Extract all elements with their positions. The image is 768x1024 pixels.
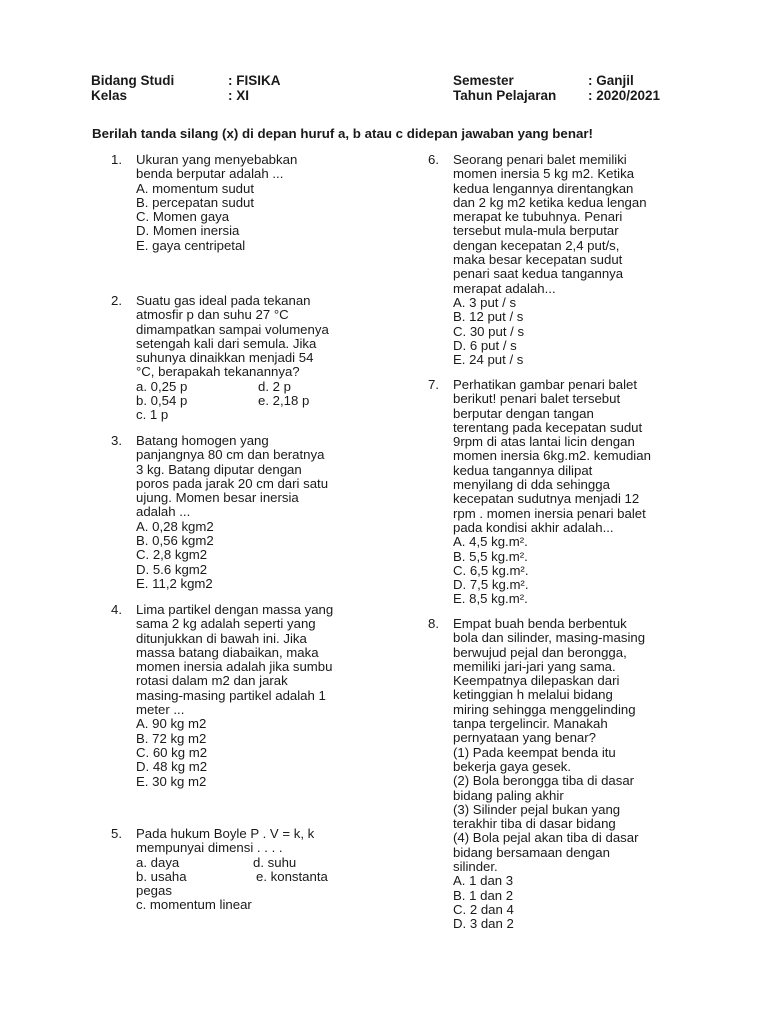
question-text-line: Empat buah benda berbentuk	[453, 616, 627, 631]
question-text-line: Batang homogen yang	[136, 433, 269, 448]
option-e: E. 8,5 kg.m².	[453, 591, 528, 607]
question-text-line: dengan kecepatan 2,4 put/s,	[453, 237, 620, 253]
option-c: C. 2,8 kgm2	[136, 547, 208, 563]
question-text-line: poros pada jarak 20 cm dari satu	[136, 475, 329, 491]
question-text-line: tanpa tergelincir. Manakah	[453, 716, 608, 732]
question-text-line: suhunya dinaikkan menjadi 54	[136, 350, 314, 366]
question-text-line: Pada hukum Boyle P . V = k, k	[136, 826, 315, 841]
option-b: b. usaha	[136, 868, 187, 884]
question-text-line: setengah kali dari semula. Jika	[136, 335, 317, 351]
question-text-line: Suatu gas ideal pada tekanan	[136, 293, 311, 308]
statement-line: bidang paling akhir	[453, 787, 564, 803]
question-number: 1.	[111, 152, 122, 167]
option-e: E. 24 put / s	[453, 352, 524, 368]
statement-line: (4) Bola pejal akan tiba di dasar	[453, 830, 639, 846]
question-text-line: ujung. Momen besar inersia	[136, 490, 299, 506]
option-a: a. 0,25 p	[136, 378, 188, 394]
question-text-line: pada kondisi akhir adalah...	[453, 519, 614, 535]
option-e: E. gaya centripetal	[136, 237, 246, 253]
option-d: D. 5.6 kgm2	[136, 561, 208, 577]
question-text-line: dimampatkan sampai volumenya	[136, 321, 329, 337]
question-text-line: Ukuran yang menyebabkan	[136, 152, 298, 167]
option-c: C. 30 put / s	[453, 323, 525, 339]
option-c: C. 6,5 kg.m².	[453, 562, 529, 578]
option-b: B. 0,56 kgm2	[136, 533, 214, 549]
option-d: D. 6 put / s	[453, 337, 517, 353]
option-b: b. 0,54 p	[136, 393, 188, 409]
statement-line: silinder.	[453, 859, 498, 875]
question-text-line: kedua tangannya dilipat	[453, 462, 593, 478]
option-a: A. 4,5 kg.m².	[453, 534, 528, 550]
statement-line: bekerja gaya gesek.	[453, 758, 572, 774]
question-text-line: 9rpm di atas lantai licin dengan	[453, 434, 635, 450]
option-a: A. 0,28 kgm2	[136, 518, 214, 534]
question-text-line: ketinggian h melalui bidang	[453, 687, 613, 703]
question-text-line: rotasi dalam m2 dan jarak	[136, 673, 288, 689]
value-bidang-studi: : FISIKA	[228, 73, 281, 88]
option-c: C. 60 kg m2	[136, 744, 208, 760]
option-a: a. daya	[136, 854, 180, 870]
question-text-line: kedua lengannya direntangkan	[453, 180, 634, 196]
question-text-line: Lima partikel dengan massa yang	[136, 602, 334, 617]
statement-line: (2) Bola berongga tiba di dasar	[453, 773, 635, 789]
question-text-line: Seorang penari balet memiliki	[453, 152, 627, 167]
question-text-line: momen inersia adalah jika sumbu	[136, 659, 333, 675]
value-tahun-pelajaran: : 2020/2021	[588, 88, 661, 103]
question-text-line: maka besar kecepatan sudut	[453, 252, 623, 268]
option-b: B. 1 dan 2	[453, 887, 514, 903]
question-text-line: terentang pada kecepatan sudut	[453, 419, 643, 435]
option-e: E. 30 kg m2	[136, 773, 207, 789]
option-a: A. 90 kg m2	[136, 716, 207, 732]
option-e: E. 11,2 kgm2	[136, 575, 213, 591]
question-number: 2.	[111, 293, 122, 308]
statement-line: (3) Silinder pejal bukan yang	[453, 801, 621, 817]
value-kelas: : XI	[228, 88, 250, 103]
question-text-line: tersebut mula-mula berputar	[453, 223, 619, 239]
question-text-line: Perhatikan gambar penari balet	[453, 377, 638, 392]
question-text-line: berwujud pejal dan berongga,	[453, 644, 627, 660]
question-number: 3.	[111, 433, 122, 448]
option-a: A. momentum sudut	[136, 180, 255, 196]
question-text-line: °C, berapakah tekanannya?	[136, 364, 300, 380]
option-d: D. 3 dan 2	[453, 916, 514, 932]
question-number: 5.	[111, 826, 122, 841]
question-text-line: momen inersia 5 kg m2. Ketika	[453, 166, 635, 182]
option-e-continued: pegas	[136, 883, 172, 899]
question-number: 4.	[111, 602, 122, 617]
option-c: C. 2 dan 4	[453, 901, 514, 917]
question-text-line: 3 kg. Batang diputar dengan	[136, 461, 302, 477]
instruction: Berilah tanda silang (x) di depan huruf a, b atau c didepan jawaban yang benar!	[92, 126, 593, 141]
question-text-line: miring sehingga menggelinding	[453, 701, 636, 717]
label-semester: Semester	[453, 73, 514, 88]
question-text-line: merapat adalah...	[453, 280, 556, 296]
question-text-line: berikut! penari balet tersebut	[453, 391, 621, 407]
label-tahun-pelajaran: Tahun Pelajaran	[453, 88, 557, 103]
option-d: d. suhu	[253, 854, 297, 870]
question-text-line: mempunyai dimensi . . . .	[136, 840, 283, 856]
question-text-line: penari saat kedua tangannya	[453, 266, 624, 282]
question-text-line: ditunjukkan di bawah ini. Jika	[136, 630, 307, 646]
option-c: C. Momen gaya	[136, 209, 230, 225]
option-e: e. 2,18 p	[258, 393, 310, 409]
question-text-line: sama 2 kg adalah seperti yang	[136, 616, 316, 632]
question-text-line: massa batang diabaikan, maka	[136, 644, 319, 660]
option-d: D. 7,5 kg.m².	[453, 577, 529, 593]
question-text-line: masing-masing partikel adalah 1	[136, 687, 326, 703]
statement-line: bidang bersamaan dengan	[453, 844, 610, 860]
question-text-line: kecepatan sudutnya menjadi 12	[453, 491, 640, 507]
statement-line: (1) Pada keempat benda itu	[453, 744, 616, 760]
question-number: 8.	[428, 616, 439, 631]
label-bidang-studi: Bidang Studi	[91, 73, 175, 88]
question-text-line: atmosfir p dan suhu 27 °C	[136, 307, 289, 323]
option-b: B. 5,5 kg.m².	[453, 548, 528, 564]
question-text-line: bola dan silinder, masing-masing	[453, 630, 646, 646]
question-text-line: dan 2 kg m2 ketika kedua lengan	[453, 194, 647, 210]
option-b: B. 12 put / s	[453, 309, 524, 325]
question-text-line: berputar dengan tangan	[453, 405, 594, 421]
question-text-line: merapat ke tubuhnya. Penari	[453, 209, 623, 225]
question-text-line: pernyataan yang benar?	[453, 730, 596, 746]
question-number: 6.	[428, 152, 439, 167]
option-e: e. konstanta	[256, 868, 328, 884]
question-text-line: adalah ...	[136, 504, 191, 520]
value-semester: : Ganjil	[588, 73, 634, 88]
option-b: B. percepatan sudut	[136, 194, 255, 210]
option-b: B. 72 kg m2	[136, 730, 207, 746]
question-text-line: Keempatnya dilepaskan dari	[453, 673, 620, 689]
option-d: D. 48 kg m2	[136, 759, 208, 775]
question-text-line: momen inersia 6kg.m2. kemudian	[453, 448, 651, 464]
question-text-line: menyilang di dda sehingga	[453, 477, 610, 493]
question-text-line: memiliki jari-jari yang sama.	[453, 658, 616, 674]
option-c: c. momentum linear	[136, 897, 252, 913]
option-d: D. Momen inersia	[136, 223, 240, 239]
option-d: d. 2 p	[258, 378, 291, 394]
question-number: 7.	[428, 377, 439, 392]
question-text-line: rpm . momen inersia penari balet	[453, 505, 646, 521]
option-a: A. 1 dan 3	[453, 873, 514, 889]
question-text-line: benda berputar adalah ...	[136, 166, 284, 182]
label-kelas: Kelas	[91, 88, 128, 103]
statement-line: terakhir tiba di dasar bidang	[453, 816, 616, 832]
option-c: c. 1 p	[136, 407, 169, 423]
option-a: A. 3 put / s	[453, 294, 517, 310]
question-text-line: panjangnya 80 cm dan beratnya	[136, 447, 325, 463]
question-text-line: meter ...	[136, 702, 185, 718]
